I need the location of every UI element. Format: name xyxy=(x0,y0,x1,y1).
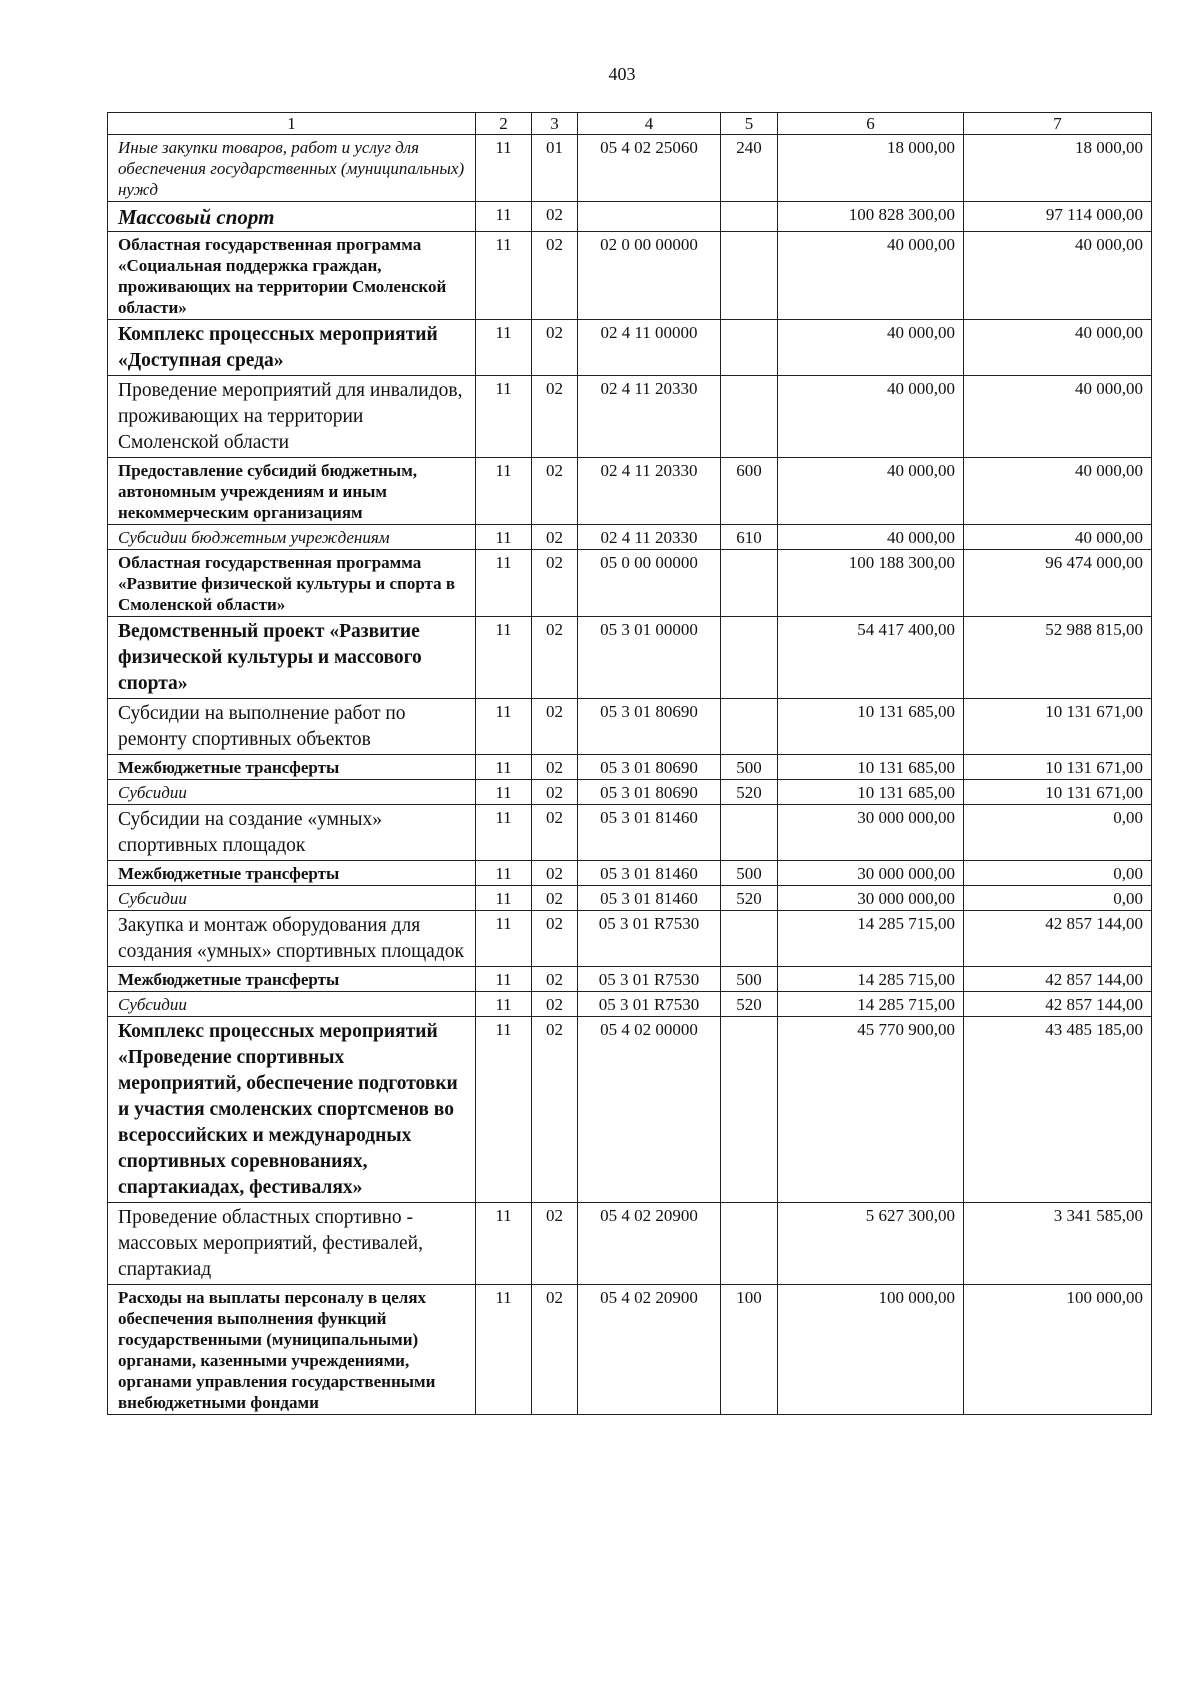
amount-cell: 14 285 715,00 xyxy=(778,992,964,1017)
section-cell: 11 xyxy=(476,135,532,202)
row-name-cell: Предоставление субсидий бюджетным, автономным учреждениям и иным некоммерческим организациям xyxy=(108,458,476,525)
expense-type-cell xyxy=(721,232,778,320)
target-article-cell: 05 3 01 81460 xyxy=(578,886,721,911)
amount-cell: 14 285 715,00 xyxy=(778,967,964,992)
section-cell: 11 xyxy=(476,320,532,376)
amount-cell: 30 000 000,00 xyxy=(778,861,964,886)
table-row xyxy=(108,458,1152,525)
amount-cell: 54 417 400,00 xyxy=(778,617,964,699)
amount-cell: 3 341 585,00 xyxy=(964,1203,1152,1285)
target-article-cell: 02 4 11 20330 xyxy=(578,458,721,525)
table-row xyxy=(108,805,1152,861)
expense-type-cell xyxy=(721,1203,778,1285)
subsection-cell: 02 xyxy=(532,320,578,376)
expense-type-cell: 610 xyxy=(721,525,778,550)
subsection-cell: 02 xyxy=(532,458,578,525)
target-article-cell: 05 3 01 R7530 xyxy=(578,992,721,1017)
amount-cell: 100 000,00 xyxy=(778,1285,964,1415)
amount-cell: 42 857 144,00 xyxy=(964,992,1152,1017)
section-cell: 11 xyxy=(476,699,532,755)
target-article-cell xyxy=(578,202,721,232)
header-row xyxy=(108,113,1152,135)
table-row xyxy=(108,755,1152,780)
target-article-cell: 05 3 01 80690 xyxy=(578,780,721,805)
table-row xyxy=(108,135,1152,202)
table-row xyxy=(108,1017,1152,1203)
subsection-cell: 02 xyxy=(532,376,578,458)
amount-cell: 40 000,00 xyxy=(964,320,1152,376)
amount-cell: 52 988 815,00 xyxy=(964,617,1152,699)
subsection-cell: 01 xyxy=(532,135,578,202)
target-article-cell: 02 4 11 00000 xyxy=(578,320,721,376)
row-name-cell: Иные закупки товаров, работ и услуг для обеспечения государственных (муниципальных) нужд xyxy=(108,135,476,202)
expense-type-cell: 100 xyxy=(721,1285,778,1415)
section-cell: 11 xyxy=(476,967,532,992)
amount-cell: 40 000,00 xyxy=(778,320,964,376)
row-name-cell: Закупка и монтаж оборудования для создания «умных» спортивных площадок xyxy=(108,911,476,967)
amount-cell: 96 474 000,00 xyxy=(964,550,1152,617)
expense-type-cell xyxy=(721,805,778,861)
column-header: 7 xyxy=(964,113,1152,135)
expense-type-cell: 600 xyxy=(721,458,778,525)
target-article-cell: 05 3 01 00000 xyxy=(578,617,721,699)
subsection-cell: 02 xyxy=(532,232,578,320)
row-name-cell: Областная государственная программа «Развитие физической культуры и спорта в Смоленской области» xyxy=(108,550,476,617)
amount-cell: 42 857 144,00 xyxy=(964,967,1152,992)
section-cell: 11 xyxy=(476,550,532,617)
target-article-cell: 05 4 02 25060 xyxy=(578,135,721,202)
column-header: 2 xyxy=(476,113,532,135)
subsection-cell: 02 xyxy=(532,967,578,992)
amount-cell: 40 000,00 xyxy=(964,458,1152,525)
amount-cell: 40 000,00 xyxy=(778,232,964,320)
row-name-cell: Ведомственный проект «Развитие физической культуры и массового спорта» xyxy=(108,617,476,699)
table-row xyxy=(108,992,1152,1017)
section-cell: 11 xyxy=(476,780,532,805)
target-article-cell: 02 0 00 00000 xyxy=(578,232,721,320)
section-cell: 11 xyxy=(476,861,532,886)
target-article-cell: 05 3 01 81460 xyxy=(578,861,721,886)
table-row xyxy=(108,550,1152,617)
section-cell: 11 xyxy=(476,458,532,525)
expense-type-cell xyxy=(721,202,778,232)
row-name-cell: Субсидии бюджетным учреждениям xyxy=(108,525,476,550)
amount-cell: 0,00 xyxy=(964,886,1152,911)
target-article-cell: 02 4 11 20330 xyxy=(578,376,721,458)
table-row xyxy=(108,202,1152,232)
subsection-cell: 02 xyxy=(532,525,578,550)
row-name-cell: Субсидии на выполнение работ по ремонту спортивных объектов xyxy=(108,699,476,755)
amount-cell: 30 000 000,00 xyxy=(778,805,964,861)
target-article-cell: 05 4 02 20900 xyxy=(578,1285,721,1415)
expense-type-cell xyxy=(721,1017,778,1203)
table-row xyxy=(108,525,1152,550)
column-header: 4 xyxy=(578,113,721,135)
subsection-cell: 02 xyxy=(532,1203,578,1285)
subsection-cell: 02 xyxy=(532,780,578,805)
column-header: 6 xyxy=(778,113,964,135)
table-row xyxy=(108,780,1152,805)
expense-type-cell xyxy=(721,550,778,617)
section-cell: 11 xyxy=(476,1017,532,1203)
table-row xyxy=(108,967,1152,992)
expense-type-cell: 500 xyxy=(721,967,778,992)
table-row xyxy=(108,320,1152,376)
row-name-cell: Областная государственная программа «Социальная поддержка граждан, проживающих на территории Смоленской области» xyxy=(108,232,476,320)
expense-type-cell xyxy=(721,617,778,699)
section-cell: 11 xyxy=(476,1285,532,1415)
amount-cell: 10 131 685,00 xyxy=(778,699,964,755)
amount-cell: 97 114 000,00 xyxy=(964,202,1152,232)
subsection-cell: 02 xyxy=(532,550,578,617)
amount-cell: 0,00 xyxy=(964,805,1152,861)
amount-cell: 40 000,00 xyxy=(778,376,964,458)
table-row xyxy=(108,911,1152,967)
expense-type-cell: 520 xyxy=(721,886,778,911)
section-cell: 11 xyxy=(476,232,532,320)
amount-cell: 45 770 900,00 xyxy=(778,1017,964,1203)
subsection-cell: 02 xyxy=(532,202,578,232)
amount-cell: 42 857 144,00 xyxy=(964,911,1152,967)
amount-cell: 40 000,00 xyxy=(964,232,1152,320)
budget-table xyxy=(107,112,1152,1415)
expense-type-cell: 500 xyxy=(721,755,778,780)
section-cell: 11 xyxy=(476,911,532,967)
row-name-cell: Массовый спорт xyxy=(108,202,476,232)
amount-cell: 40 000,00 xyxy=(778,525,964,550)
subsection-cell: 02 xyxy=(532,805,578,861)
table-row xyxy=(108,1285,1152,1415)
amount-cell: 43 485 185,00 xyxy=(964,1017,1152,1203)
row-name-cell: Субсидии xyxy=(108,992,476,1017)
subsection-cell: 02 xyxy=(532,1017,578,1203)
table-row xyxy=(108,376,1152,458)
row-name-cell: Субсидии на создание «умных» спортивных площадок xyxy=(108,805,476,861)
expense-type-cell: 520 xyxy=(721,780,778,805)
section-cell: 11 xyxy=(476,617,532,699)
table-row xyxy=(108,1203,1152,1285)
subsection-cell: 02 xyxy=(532,699,578,755)
target-article-cell: 05 0 00 00000 xyxy=(578,550,721,617)
amount-cell: 10 131 671,00 xyxy=(964,780,1152,805)
row-name-cell: Проведение мероприятий для инвалидов, проживающих на территории Смоленской области xyxy=(108,376,476,458)
target-article-cell: 05 3 01 R7530 xyxy=(578,967,721,992)
amount-cell: 18 000,00 xyxy=(964,135,1152,202)
target-article-cell: 02 4 11 20330 xyxy=(578,525,721,550)
row-name-cell: Субсидии xyxy=(108,886,476,911)
amount-cell: 10 131 671,00 xyxy=(964,755,1152,780)
page-number: 403 xyxy=(608,64,636,84)
section-cell: 11 xyxy=(476,992,532,1017)
expense-type-cell xyxy=(721,699,778,755)
expense-type-cell: 240 xyxy=(721,135,778,202)
section-cell: 11 xyxy=(476,376,532,458)
column-header: 3 xyxy=(532,113,578,135)
amount-cell: 100 828 300,00 xyxy=(778,202,964,232)
column-header: 5 xyxy=(721,113,778,135)
amount-cell: 5 627 300,00 xyxy=(778,1203,964,1285)
expense-type-cell xyxy=(721,376,778,458)
amount-cell: 10 131 685,00 xyxy=(778,780,964,805)
subsection-cell: 02 xyxy=(532,1285,578,1415)
amount-cell: 10 131 671,00 xyxy=(964,699,1152,755)
column-header: 1 xyxy=(108,113,476,135)
subsection-cell: 02 xyxy=(532,886,578,911)
row-name-cell: Межбюджетные трансферты xyxy=(108,967,476,992)
target-article-cell: 05 4 02 20900 xyxy=(578,1203,721,1285)
section-cell: 11 xyxy=(476,886,532,911)
row-name-cell: Расходы на выплаты персоналу в целях обеспечения выполнения функций государственными (муниципальными) органами, казенными учреждениями, органами управления государственными внебюджетными фондами xyxy=(108,1285,476,1415)
subsection-cell: 02 xyxy=(532,617,578,699)
section-cell: 11 xyxy=(476,805,532,861)
subsection-cell: 02 xyxy=(532,755,578,780)
subsection-cell: 02 xyxy=(532,992,578,1017)
subsection-cell: 02 xyxy=(532,911,578,967)
table-row xyxy=(108,886,1152,911)
expense-type-cell: 520 xyxy=(721,992,778,1017)
table-row xyxy=(108,617,1152,699)
amount-cell: 18 000,00 xyxy=(778,135,964,202)
amount-cell: 100 000,00 xyxy=(964,1285,1152,1415)
target-article-cell: 05 4 02 00000 xyxy=(578,1017,721,1203)
amount-cell: 40 000,00 xyxy=(964,525,1152,550)
section-cell: 11 xyxy=(476,755,532,780)
amount-cell: 40 000,00 xyxy=(964,376,1152,458)
amount-cell: 40 000,00 xyxy=(778,458,964,525)
expense-type-cell: 500 xyxy=(721,861,778,886)
section-cell: 11 xyxy=(476,1203,532,1285)
target-article-cell: 05 3 01 80690 xyxy=(578,699,721,755)
amount-cell: 14 285 715,00 xyxy=(778,911,964,967)
amount-cell: 10 131 685,00 xyxy=(778,755,964,780)
target-article-cell: 05 3 01 R7530 xyxy=(578,911,721,967)
row-name-cell: Межбюджетные трансферты xyxy=(108,755,476,780)
subsection-cell: 02 xyxy=(532,861,578,886)
section-cell: 11 xyxy=(476,202,532,232)
amount-cell: 100 188 300,00 xyxy=(778,550,964,617)
table-row xyxy=(108,861,1152,886)
row-name-cell: Проведение областных спортивно - массовых мероприятий, фестивалей, спартакиад xyxy=(108,1203,476,1285)
expense-type-cell xyxy=(721,320,778,376)
amount-cell: 0,00 xyxy=(964,861,1152,886)
amount-cell: 30 000 000,00 xyxy=(778,886,964,911)
table-row xyxy=(108,232,1152,320)
row-name-cell: Комплекс процессных мероприятий «Доступная среда» xyxy=(108,320,476,376)
row-name-cell: Комплекс процессных мероприятий «Проведение спортивных мероприятий, обеспечение подготовки и участия смоленских спортсменов во всероссийских и международных спортивных соревнованиях, спартакиадах, фестивалях» xyxy=(108,1017,476,1203)
row-name-cell: Субсидии xyxy=(108,780,476,805)
table-row xyxy=(108,699,1152,755)
target-article-cell: 05 3 01 81460 xyxy=(578,805,721,861)
expense-type-cell xyxy=(721,911,778,967)
target-article-cell: 05 3 01 80690 xyxy=(578,755,721,780)
section-cell: 11 xyxy=(476,525,532,550)
row-name-cell: Межбюджетные трансферты xyxy=(108,861,476,886)
